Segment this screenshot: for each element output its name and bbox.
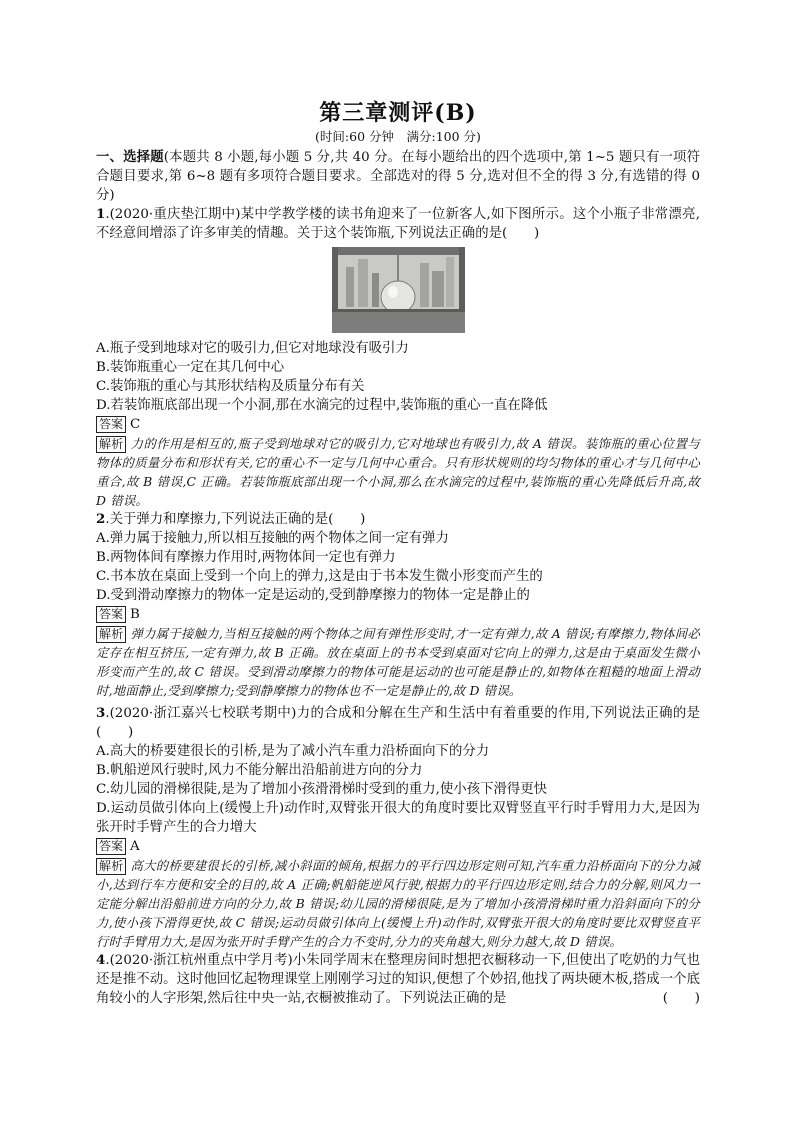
question-2-option-c: C.书本放在桌面上受到一个向上的弹力,这是由于书本发生微小形变而产生的	[96, 569, 543, 584]
section-description: (本题共 8 小题,每小题 5 分,共 40 分。在每小题给出的四个选项中,第 1~5 题只有一项符合题目要求,第 6~8 题有多项符合题目要求。全部选对的得 5 分,选对但不全的得 3 分,有选错的得 0 分)	[96, 150, 700, 203]
question-3-stem	[96, 704, 700, 742]
question-2-option-b: B.两物体间有摩擦力作用时,两物体间一定也有弹力	[96, 550, 396, 565]
question-2-stem	[96, 510, 700, 529]
question-3-option-a: A.高大的桥要建很长的引桥,是为了减小汽车重力沿桥面向下的分力	[96, 744, 490, 759]
analysis-text: 力的作用是相互的,瓶子受到地球对它的吸引力,它对地球也有吸引力,故 A 错误。装饰瓶的重心位置与物体的质量分布和形状有关,它的重心不一定与几何中心重合。只有形状规则的均匀物体的重心才与几何中心重合,故 B 错误,C 正确。若装饰瓶底部出现一个小洞,那么在水滴完的过程中,装饰瓶的重心先降低后升高,故 D 错误。	[96, 436, 700, 508]
analysis-tag: 解析	[96, 858, 126, 875]
question-text: .(2020·浙江嘉兴七校联考期中)力的合成和分解在生产和生活中有着重要的作用,下列说法正确的是( )	[96, 706, 700, 740]
question-4-stem	[96, 951, 700, 1008]
question-number: 2	[96, 511, 106, 527]
answer-value: C	[130, 417, 141, 432]
question-1-option-a: A.瓶子受到地球对它的吸引力,但它对地球没有吸引力	[96, 341, 409, 356]
question-text: .关于弹力和摩擦力,下列说法正确的是( )	[105, 512, 366, 527]
question-1-analysis	[96, 434, 700, 510]
bottle-photo-illustration	[332, 247, 465, 333]
answer-value: B	[130, 607, 140, 622]
answer-blank: ( )	[662, 991, 700, 1006]
analysis-text: 高大的桥要建很长的引桥,减小斜面的倾角,根据力的平行四边形定则可知,汽车重力沿桥面向下的分力减小,达到行车方便和安全的目的,故 A 正确;帆船能逆风行驶,根据力的平行四边形定则,结合力的分解,则风力一定能分解出沿船前进方向的分力,故 B 错误;幼儿园的滑梯很陡,是为了增加小孩滑滑梯时重力沿斜面向下的分力,使小孩下滑得更快,故 C 错误;运动员做引体向上(缓慢上升)动作时,双臂张开很大的角度时要比双臂竖直平行时手臂用力大,是因为张开时手臂产生的合力不变时,分力的夹角越大,则分力越大,故 D 错误。	[96, 858, 700, 949]
exam-time-info: (时间:60 分钟 满分:100 分)	[315, 129, 481, 144]
answer-tag: 答案	[96, 838, 126, 855]
section-heading	[96, 148, 700, 205]
question-number: 3	[96, 705, 106, 721]
decorative-bottle-photo	[332, 247, 465, 333]
question-2-option-a: A.弹力属于接触力,所以相互接触的两个物体之间一定有弹力	[96, 531, 449, 546]
analysis-tag: 解析	[96, 626, 126, 643]
section-title: 一、选择题	[96, 149, 164, 165]
answer-tag: 答案	[96, 606, 126, 623]
question-text: .(2020·重庆垫江期中)某中学教学楼的读书角迎来了一位新客人,如下图所示。这个小瓶子非常漂亮,不经意间增添了许多审美的情趣。关于这个装饰瓶,下列说法正确的是( )	[96, 207, 700, 241]
question-3-option-d: D.运动员做引体向上(缓慢上升)动作时,双臂张开很大的角度时要比双臂竖直平行时手臂用力大,是因为张开时手臂产生的合力增大	[96, 801, 700, 835]
answer-value: A	[130, 839, 140, 854]
answer-tag: 答案	[96, 416, 126, 433]
question-2-option-d: D.受到滑动摩擦力的物体一定是运动的,受到静摩擦力的物体一定是静止的	[96, 588, 530, 603]
question-1-option-c: C.装饰瓶的重心与其形状结构及质量分布有关	[96, 379, 365, 394]
analysis-text: 弹力属于接触力,当相互接触的两个物体之间有弹性形变时,才一定有弹力,故 A 错误;有摩擦力,物体间必定存在相互挤压,一定有弹力,故 B 正确。放在桌面上的书本受到桌面对它向上的弹力,这是由于桌面发生微小形变而产生的,故 C 错误。受到滑动摩擦力的物体可能是运动的也可能是静止的,如物体在粗糙的地面上滑动时,地面静止,受到摩擦力;受到静摩擦力的物体也不一定是静止的,故 D 错误。	[96, 626, 700, 698]
question-3-option-c: C.幼儿园的滑梯很陡,是为了增加小孩滑滑梯时受到的重力,使小孩下滑得更快	[96, 782, 548, 797]
page-title: 第三章测评(B)	[319, 100, 477, 126]
question-number: 4	[96, 952, 106, 968]
question-3-analysis	[96, 856, 700, 951]
question-text: .(2020·浙江杭州重点中学月考)小朱同学周末在整理房间时想把衣橱移动一下,但使出了吃奶的力气也还是推不动。这时他回忆起物理课堂上刚刚学习过的知识,便想了个妙招,他找了两块硬木板,搭成一个底角较小的人字形架,然后往中央一站,衣橱被推动了。下列说法正确的是	[96, 953, 700, 1006]
question-3-option-b: B.帆船逆风行驶时,风力不能分解出沿船前进方向的分力	[96, 763, 423, 778]
question-1-option-d: D.若装饰瓶底部出现一个小洞,那在水滴完的过程中,装饰瓶的重心一直在降低	[96, 398, 548, 413]
question-1-stem	[96, 205, 700, 243]
document-content	[96, 98, 700, 1008]
question-1-option-b: B.装饰瓶重心一定在其几何中心	[96, 360, 285, 375]
question-number: 1	[96, 206, 106, 222]
question-2-answer	[96, 605, 700, 624]
question-2-analysis	[96, 624, 700, 700]
question-3-answer	[96, 837, 700, 856]
question-1-answer	[96, 415, 700, 434]
analysis-tag: 解析	[96, 436, 126, 453]
